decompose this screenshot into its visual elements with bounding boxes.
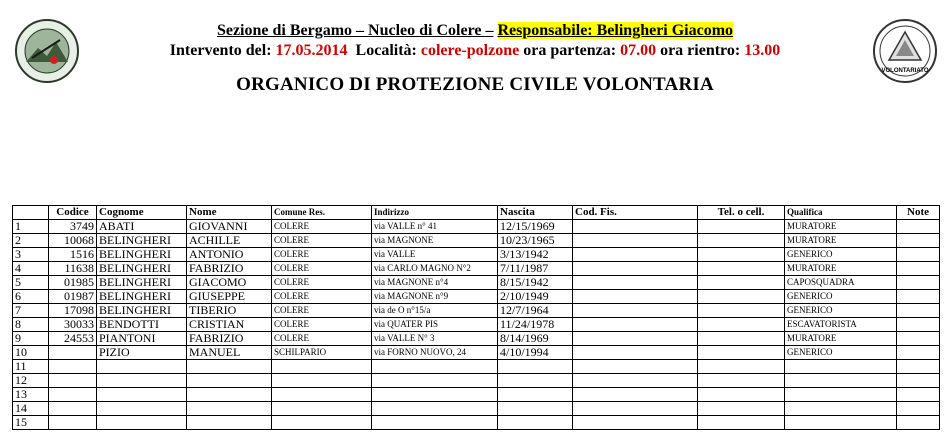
cognome-cell: PIZIO: [97, 346, 187, 360]
row-index-cell: 13: [13, 388, 49, 402]
cod-fis-cell: [573, 318, 698, 332]
qualifica-cell: [785, 360, 897, 374]
nome-cell: [187, 416, 272, 430]
tel-cell: [698, 304, 785, 318]
cognome-cell: BELINGHERI: [97, 234, 187, 248]
qualifica-cell: MURATORE: [785, 332, 897, 346]
qualifica-cell: [785, 416, 897, 430]
comune-cell: COLERE: [272, 304, 372, 318]
row-index-cell: 5: [13, 276, 49, 290]
partenza-value: 07.00: [620, 42, 657, 59]
nome-cell: GIUSEPPE: [187, 290, 272, 304]
table-row: [13, 234, 940, 248]
nome-cell: GIACOMO: [187, 276, 272, 290]
cognome-cell: BENDOTTI: [97, 318, 187, 332]
cod-fis-cell: [573, 402, 698, 416]
qualifica-cell: [785, 388, 897, 402]
qualifica-cell: MURATORE: [785, 220, 897, 234]
nascita-cell: 10/23/1965: [498, 234, 573, 248]
qualifica-cell: GENERICO: [785, 346, 897, 360]
codice-cell: 01985: [49, 276, 97, 290]
table-row: [13, 346, 940, 360]
note-cell: [897, 234, 940, 248]
intervention-line: [0, 42, 950, 60]
qualifica-cell: GENERICO: [785, 248, 897, 262]
nome-cell: TIBERIO: [187, 304, 272, 318]
section-label: Sezione di Bergamo – Nucleo di Colere –: [216, 22, 494, 39]
rientro-label: ora rientro:: [660, 42, 741, 59]
nome-cell: CRISTIAN: [187, 318, 272, 332]
qualifica-cell: GENERICO: [785, 290, 897, 304]
codice-cell: [49, 388, 97, 402]
nome-cell: [187, 360, 272, 374]
indirizzo-cell: via MAGNONE: [372, 234, 498, 248]
comune-cell: COLERE: [272, 332, 372, 346]
indirizzo-cell: via QUATER PIS: [372, 318, 498, 332]
nome-cell: ANTONIO: [187, 248, 272, 262]
cod-fis-cell: [573, 248, 698, 262]
codice-cell: 30033: [49, 318, 97, 332]
codice-cell: 11638: [49, 262, 97, 276]
cod-fis-cell: [573, 220, 698, 234]
note-cell: [897, 318, 940, 332]
indirizzo-cell: via de O n°15/a: [372, 304, 498, 318]
cod-fis-cell: [573, 374, 698, 388]
header-section-line: [0, 22, 950, 40]
document-title: ORGANICO DI PROTEZIONE CIVILE VOLONTARIA: [236, 74, 714, 95]
table-row: [13, 388, 940, 402]
row-index-cell: 15: [13, 416, 49, 430]
localita-value: colere-polzone: [420, 42, 520, 59]
row-index-cell: 11: [13, 360, 49, 374]
note-cell: [897, 374, 940, 388]
cognome-cell: [97, 416, 187, 430]
row-index-cell: 9: [13, 332, 49, 346]
nascita-cell: [498, 374, 573, 388]
tel-cell: [698, 248, 785, 262]
col-header-index: [13, 206, 49, 220]
cognome-cell: BELINGHERI: [97, 290, 187, 304]
cod-fis-cell: [573, 332, 698, 346]
qualifica-cell: MURATORE: [785, 234, 897, 248]
comune-cell: COLERE: [272, 220, 372, 234]
cod-fis-cell: [573, 388, 698, 402]
nascita-cell: 3/13/1942: [498, 248, 573, 262]
row-index-cell: 8: [13, 318, 49, 332]
indirizzo-cell: [372, 374, 498, 388]
note-cell: [897, 248, 940, 262]
table-row: [13, 248, 940, 262]
row-index-cell: 7: [13, 304, 49, 318]
comune-cell: [272, 416, 372, 430]
comune-cell: [272, 402, 372, 416]
cod-fis-cell: [573, 304, 698, 318]
indirizzo-cell: [372, 360, 498, 374]
table-row: [13, 416, 940, 430]
codice-cell: 17098: [49, 304, 97, 318]
comune-cell: COLERE: [272, 318, 372, 332]
note-cell: [897, 346, 940, 360]
qualifica-cell: GENERICO: [785, 304, 897, 318]
qualifica-cell: [785, 402, 897, 416]
table-row: [13, 276, 940, 290]
col-header-qualifica: Qualifica: [785, 206, 897, 220]
comune-cell: COLERE: [272, 262, 372, 276]
table-row: [13, 262, 940, 276]
nascita-cell: 12/7/1964: [498, 304, 573, 318]
row-index-cell: 10: [13, 346, 49, 360]
nome-cell: GIOVANNI: [187, 220, 272, 234]
table-row: [13, 290, 940, 304]
comune-cell: COLERE: [272, 234, 372, 248]
indirizzo-cell: [372, 416, 498, 430]
table-row: [13, 332, 940, 346]
tel-cell: [698, 290, 785, 304]
indirizzo-cell: via MAGNONE n°9: [372, 290, 498, 304]
indirizzo-cell: via CARLO MAGNO N°2: [372, 262, 498, 276]
cod-fis-cell: [573, 290, 698, 304]
nascita-cell: 4/10/1994: [498, 346, 573, 360]
row-index-cell: 3: [13, 248, 49, 262]
cognome-cell: BELINGHERI: [97, 248, 187, 262]
cognome-cell: [97, 374, 187, 388]
nome-cell: [187, 374, 272, 388]
indirizzo-cell: [372, 388, 498, 402]
cognome-cell: BELINGHERI: [97, 276, 187, 290]
note-cell: [897, 304, 940, 318]
cod-fis-cell: [573, 416, 698, 430]
table-row: [13, 374, 940, 388]
organico-table: [12, 205, 940, 430]
comune-cell: SCHILPARIO: [272, 346, 372, 360]
cod-fis-cell: [573, 234, 698, 248]
nascita-cell: [498, 360, 573, 374]
nome-cell: ACHILLE: [187, 234, 272, 248]
comune-cell: COLERE: [272, 248, 372, 262]
tel-cell: [698, 402, 785, 416]
nascita-cell: 11/24/1978: [498, 318, 573, 332]
partenza-label: ora partenza:: [523, 42, 617, 59]
col-header-indirizzo: Indirizzo: [372, 206, 498, 220]
row-index-cell: 1: [13, 220, 49, 234]
codice-cell: [49, 360, 97, 374]
cod-fis-cell: [573, 262, 698, 276]
col-header-nome: Nome: [187, 206, 272, 220]
cognome-cell: [97, 388, 187, 402]
codice-cell: [49, 346, 97, 360]
nascita-cell: 2/10/1949: [498, 290, 573, 304]
cognome-cell: BELINGHERI: [97, 262, 187, 276]
note-cell: [897, 220, 940, 234]
tel-cell: [698, 262, 785, 276]
nascita-cell: [498, 388, 573, 402]
nascita-cell: [498, 416, 573, 430]
tel-cell: [698, 234, 785, 248]
tel-cell: [698, 360, 785, 374]
note-cell: [897, 262, 940, 276]
nome-cell: [187, 402, 272, 416]
comune-cell: [272, 388, 372, 402]
codice-cell: 24553: [49, 332, 97, 346]
responsible-label: Responsabile: Belingheri Giacomo: [497, 22, 734, 39]
nascita-cell: 12/15/1969: [498, 220, 573, 234]
codice-cell: [49, 416, 97, 430]
tel-cell: [698, 318, 785, 332]
comune-cell: [272, 360, 372, 374]
indirizzo-cell: via VALLE N° 3: [372, 332, 498, 346]
cognome-cell: PIANTONI: [97, 332, 187, 346]
nascita-cell: 8/14/1969: [498, 332, 573, 346]
codice-cell: 1516: [49, 248, 97, 262]
col-header-comune: Comune Res.: [272, 206, 372, 220]
indirizzo-cell: via VALLE: [372, 248, 498, 262]
col-header-tel: Tel. o cell.: [698, 206, 785, 220]
cod-fis-cell: [573, 346, 698, 360]
table-row: [13, 360, 940, 374]
table-row: [13, 220, 940, 234]
codice-cell: 10068: [49, 234, 97, 248]
indirizzo-cell: via MAGNONE n°4: [372, 276, 498, 290]
col-header-cognome: Cognome: [97, 206, 187, 220]
indirizzo-cell: via VALLE n° 41: [372, 220, 498, 234]
note-cell: [897, 276, 940, 290]
table-row: [13, 402, 940, 416]
nascita-cell: [498, 402, 573, 416]
cognome-cell: BELINGHERI: [97, 304, 187, 318]
tel-cell: [698, 220, 785, 234]
col-header-nascita: Nascita: [498, 206, 573, 220]
note-cell: [897, 388, 940, 402]
localita-label: Località:: [355, 42, 417, 59]
qualifica-cell: ESCAVATORISTA: [785, 318, 897, 332]
codice-cell: [49, 374, 97, 388]
tel-cell: [698, 388, 785, 402]
qualifica-cell: CAPOSQUADRA: [785, 276, 897, 290]
note-cell: [897, 416, 940, 430]
nome-cell: FABRIZIO: [187, 262, 272, 276]
nome-cell: FABRIZIO: [187, 332, 272, 346]
nome-cell: [187, 388, 272, 402]
intervento-date: 17.05.2014: [275, 42, 348, 59]
table-header-row: [13, 206, 940, 220]
tel-cell: [698, 374, 785, 388]
table-row: [13, 318, 940, 332]
nascita-cell: 7/11/1987: [498, 262, 573, 276]
tel-cell: [698, 346, 785, 360]
row-index-cell: 6: [13, 290, 49, 304]
qualifica-cell: [785, 374, 897, 388]
codice-cell: 3749: [49, 220, 97, 234]
row-index-cell: 14: [13, 402, 49, 416]
tel-cell: [698, 332, 785, 346]
tel-cell: [698, 276, 785, 290]
comune-cell: COLERE: [272, 290, 372, 304]
row-index-cell: 4: [13, 262, 49, 276]
comune-cell: [272, 374, 372, 388]
indirizzo-cell: via FORNO NUOVO, 24: [372, 346, 498, 360]
note-cell: [897, 360, 940, 374]
comune-cell: COLERE: [272, 276, 372, 290]
row-index-cell: 12: [13, 374, 49, 388]
intervento-label: Intervento del:: [169, 42, 272, 59]
col-header-note: Note: [897, 206, 940, 220]
col-header-codfis: Cod. Fis.: [573, 206, 698, 220]
table-row: [13, 304, 940, 318]
cognome-cell: [97, 360, 187, 374]
note-cell: [897, 290, 940, 304]
qualifica-cell: MURATORE: [785, 262, 897, 276]
cognome-cell: ABATI: [97, 220, 187, 234]
note-cell: [897, 332, 940, 346]
cod-fis-cell: [573, 360, 698, 374]
cod-fis-cell: [573, 276, 698, 290]
rientro-value: 13.00: [744, 42, 781, 59]
codice-cell: 01987: [49, 290, 97, 304]
nome-cell: MANUEL: [187, 346, 272, 360]
logo-volontariato-text: VOLONTARIATO: [881, 68, 929, 74]
row-index-cell: 2: [13, 234, 49, 248]
cognome-cell: [97, 402, 187, 416]
nascita-cell: 8/15/1942: [498, 276, 573, 290]
indirizzo-cell: [372, 402, 498, 416]
tel-cell: [698, 416, 785, 430]
codice-cell: [49, 402, 97, 416]
col-header-codice: Codice: [49, 206, 97, 220]
note-cell: [897, 402, 940, 416]
